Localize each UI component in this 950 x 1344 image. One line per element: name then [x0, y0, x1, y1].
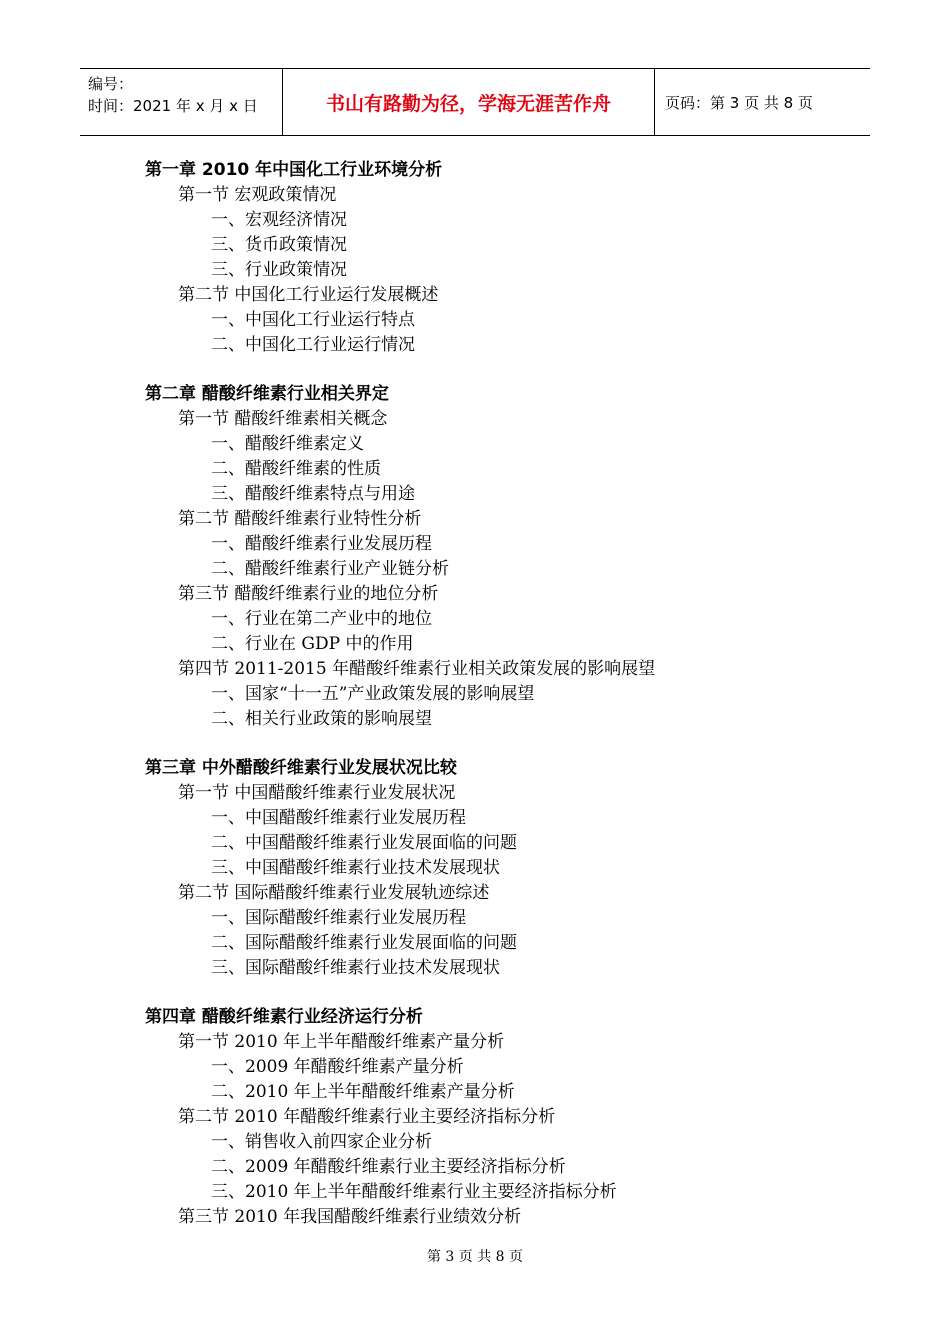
- toc-item: 二、2009 年醋酸纤维素行业主要经济指标分析: [211, 1157, 566, 1177]
- page-footer: 第 3 页 共 8 页: [426, 1249, 524, 1265]
- toc-item: 一、销售收入前四家企业分析: [211, 1132, 432, 1152]
- toc-item: 一、2009 年醋酸纤维素产量分析: [211, 1057, 464, 1077]
- toc-section: 第三节 醋酸纤维素行业的地位分析: [178, 584, 439, 604]
- document-number-label: 编号：: [88, 75, 134, 93]
- toc-item: 一、国家“十一五”产业政策发展的影响展望: [211, 684, 535, 704]
- toc-item: 二、国际醋酸纤维素行业发展面临的问题: [211, 933, 517, 953]
- toc-item: 三、行业政策情况: [211, 260, 347, 280]
- toc-item: 二、2010 年上半年醋酸纤维素产量分析: [211, 1082, 515, 1102]
- toc-section: 第一节 中国醋酸纤维素行业发展状况: [178, 783, 456, 803]
- toc-section: 第一节 宏观政策情况: [178, 185, 337, 205]
- header-motto: 书山有路勤为径，学海无涯苦作舟: [283, 69, 655, 135]
- toc-chapter: 第四章 醋酸纤维素行业经济运行分析: [145, 1007, 423, 1027]
- toc-section: 第四节 2011-2015 年醋酸纤维素行业相关政策发展的影响展望: [178, 659, 656, 679]
- toc-item: 二、相关行业政策的影响展望: [211, 709, 432, 729]
- header-meta: [80, 69, 283, 135]
- toc-section: 第一节 2010 年上半年醋酸纤维素产量分析: [178, 1032, 505, 1052]
- toc-item: 三、2010 年上半年醋酸纤维素行业主要经济指标分析: [211, 1182, 617, 1202]
- toc-section: 第三节 2010 年我国醋酸纤维素行业绩效分析: [178, 1207, 522, 1227]
- toc-item: 三、中国醋酸纤维素行业技术发展现状: [211, 858, 500, 878]
- toc-chapter: 第一章 2010 年中国化工行业环境分析: [145, 160, 443, 180]
- toc-item: 三、货币政策情况: [211, 235, 347, 255]
- toc-chapter: 第二章 醋酸纤维素行业相关界定: [145, 384, 389, 404]
- toc-section: 第二节 中国化工行业运行发展概述: [178, 285, 439, 305]
- toc-item: 一、宏观经济情况: [211, 210, 347, 230]
- header-page-label: 页码：第 3 页 共 8 页: [665, 93, 813, 112]
- toc-item: 三、国际醋酸纤维素行业技术发展现状: [211, 958, 500, 978]
- toc-item: 一、国际醋酸纤维素行业发展历程: [211, 908, 466, 928]
- toc-item: 一、行业在第二产业中的地位: [211, 609, 432, 629]
- toc-item: 一、中国醋酸纤维素行业发展历程: [211, 808, 466, 828]
- toc-item: 二、中国化工行业运行情况: [211, 335, 415, 355]
- toc-section: 第二节 醋酸纤维素行业特性分析: [178, 509, 422, 529]
- page-header: [80, 68, 870, 136]
- toc-item: 一、醋酸纤维素行业发展历程: [211, 534, 432, 554]
- toc-item: 二、醋酸纤维素的性质: [211, 459, 381, 479]
- toc-item: 二、行业在 GDP 中的作用: [211, 634, 414, 654]
- toc-item: 一、醋酸纤维素定义: [211, 434, 364, 454]
- toc-chapter: 第三章 中外醋酸纤维素行业发展状况比较: [145, 758, 457, 778]
- toc-section: 第二节 国际醋酸纤维素行业发展轨迹综述: [178, 883, 490, 903]
- toc-item: 二、醋酸纤维素行业产业链分析: [211, 559, 449, 579]
- toc-item: 三、醋酸纤维素特点与用途: [211, 484, 415, 504]
- toc-item: 二、中国醋酸纤维素行业发展面临的问题: [211, 833, 517, 853]
- toc-section: 第一节 醋酸纤维素相关概念: [178, 409, 388, 429]
- toc-item: 一、中国化工行业运行特点: [211, 310, 415, 330]
- document-date-label: 时间：2021 年 x 月 x 日: [88, 97, 258, 115]
- toc-section: 第二节 2010 年醋酸纤维素行业主要经济指标分析: [178, 1107, 556, 1127]
